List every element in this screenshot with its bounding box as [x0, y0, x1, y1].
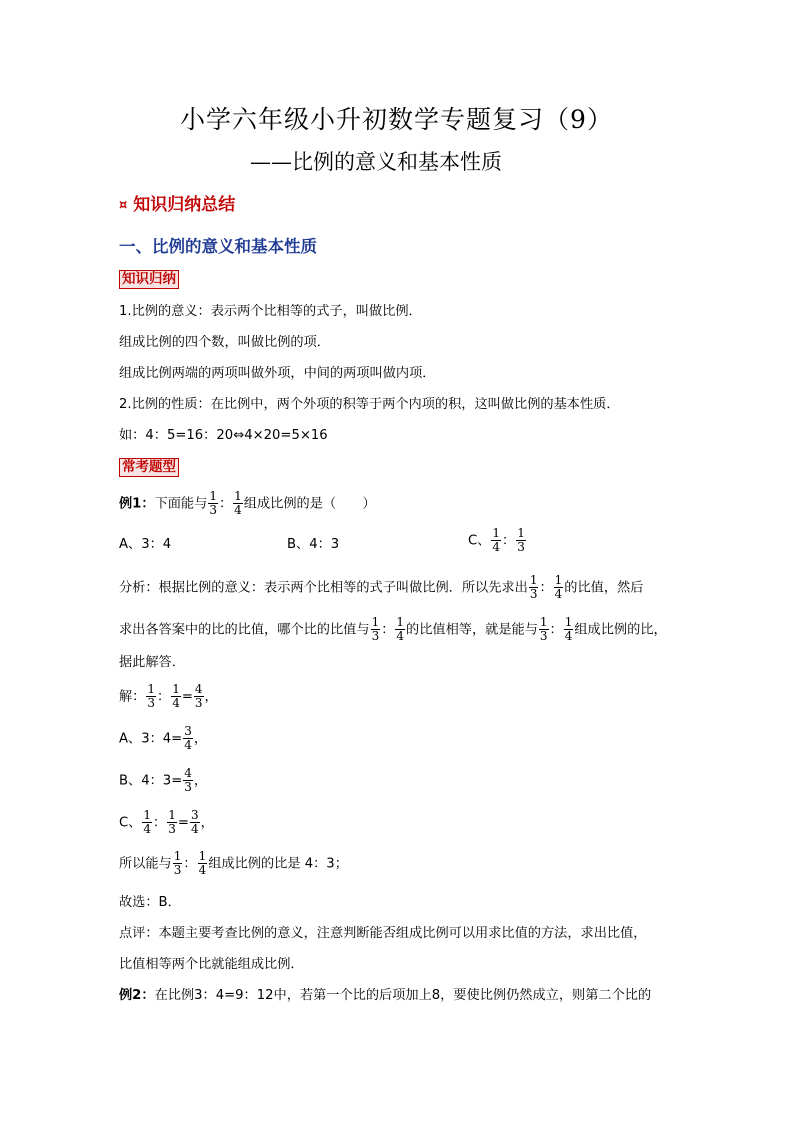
knowledge-line-5: 如：4：5=16：20⇔4×20=5×16: [119, 428, 328, 443]
analysis-line-1: 分析：根据比例的意义：表示两个比相等的式子叫做比例．所以先求出 $\frac{1}{3}$ ： $\frac{1}{4}$ 的比值，然后: [119, 573, 644, 601]
knowledge-line-2: 组成比例的四个数，叫做比例的项．: [119, 335, 330, 350]
solution-b: B、4：3= $\frac{4}{3}$ ，: [119, 766, 208, 794]
knowledge-line-3: 组成比例两端的两项叫做外项，中间的两项叫做内项．: [119, 366, 436, 381]
knowledge-tag: 知识归纳: [119, 270, 179, 289]
currency-sign-icon: ¤: [119, 198, 128, 213]
summary-heading-text: 知识归纳总结: [133, 195, 236, 215]
example-2-question: 例2：在比例3：4=9：12中，若第一个比的后项加上8，要使比例仍然成立，则第二个比的: [119, 988, 652, 1003]
comment-line-1: 点评：本题主要考查比例的意义，注意判断能否组成比例可以用求比值的方法，求出比值，: [119, 926, 647, 941]
solution-line: 解： $\frac{1}{3}$ ： $\frac{1}{4}$ = $\frac{4}{3}$ ，: [119, 682, 218, 710]
conclusion-line: 所以能与 $\frac{1}{3}$ ： $\frac{1}{4}$ 组成比例的比是 4：3；: [119, 849, 348, 877]
common-tag: 常考题型: [119, 458, 179, 477]
example-2-label: 例2：: [119, 988, 155, 1003]
example-1-question: 例1：下面能与 $\frac{1}{3}$ ： $\frac{1}{4}$ 组成比例的是（ ）: [119, 489, 376, 517]
fraction: $\frac{1}{4}$: [234, 489, 242, 517]
option-c: C、 $\frac{1}{4}$ ： $\frac{1}{3}$: [468, 526, 525, 554]
knowledge-line-1: 1.比例的意义：表示两个比相等的式子，叫做比例．: [119, 304, 422, 319]
page-title: 小学六年级小升初数学专题复习（9）: [180, 105, 613, 134]
fraction: $\frac{1}{3}$: [209, 489, 217, 517]
solution-a: A、3：4= $\frac{3}{4}$ ，: [119, 724, 208, 752]
summary-heading: [119, 190, 235, 215]
option-b: B、4：3: [287, 537, 340, 552]
analysis-line-2: 求出各答案中的比的比值，哪个比的比值与 $\frac{1}{3}$ ： $\frac{1}{4}$ 的比值相等，就是能与 $\frac{1}{3}$ ： $\frac{1}{4}$ 组成比例的比，: [119, 615, 667, 643]
option-a: A、3：4: [119, 537, 172, 552]
comment-line-2: 比值相等两个比就能组成比例．: [119, 957, 304, 972]
section-heading: 一、比例的意义和基本性质: [119, 237, 317, 256]
analysis-line-3: 据此解答．: [119, 655, 185, 670]
page-subtitle: ——比例的意义和基本性质: [250, 150, 502, 174]
example-1-label: 例1：: [119, 496, 155, 512]
knowledge-line-4: 2.比例的性质：在比例中，两个外项的积等于两个内项的积，这叫做比例的基本性质．: [119, 397, 620, 412]
answer-choice: 故选：B．: [119, 895, 181, 910]
solution-c: C、 $\frac{1}{4}$ ： $\frac{1}{3}$ = $\frac{3}{4}$ ，: [119, 808, 214, 836]
